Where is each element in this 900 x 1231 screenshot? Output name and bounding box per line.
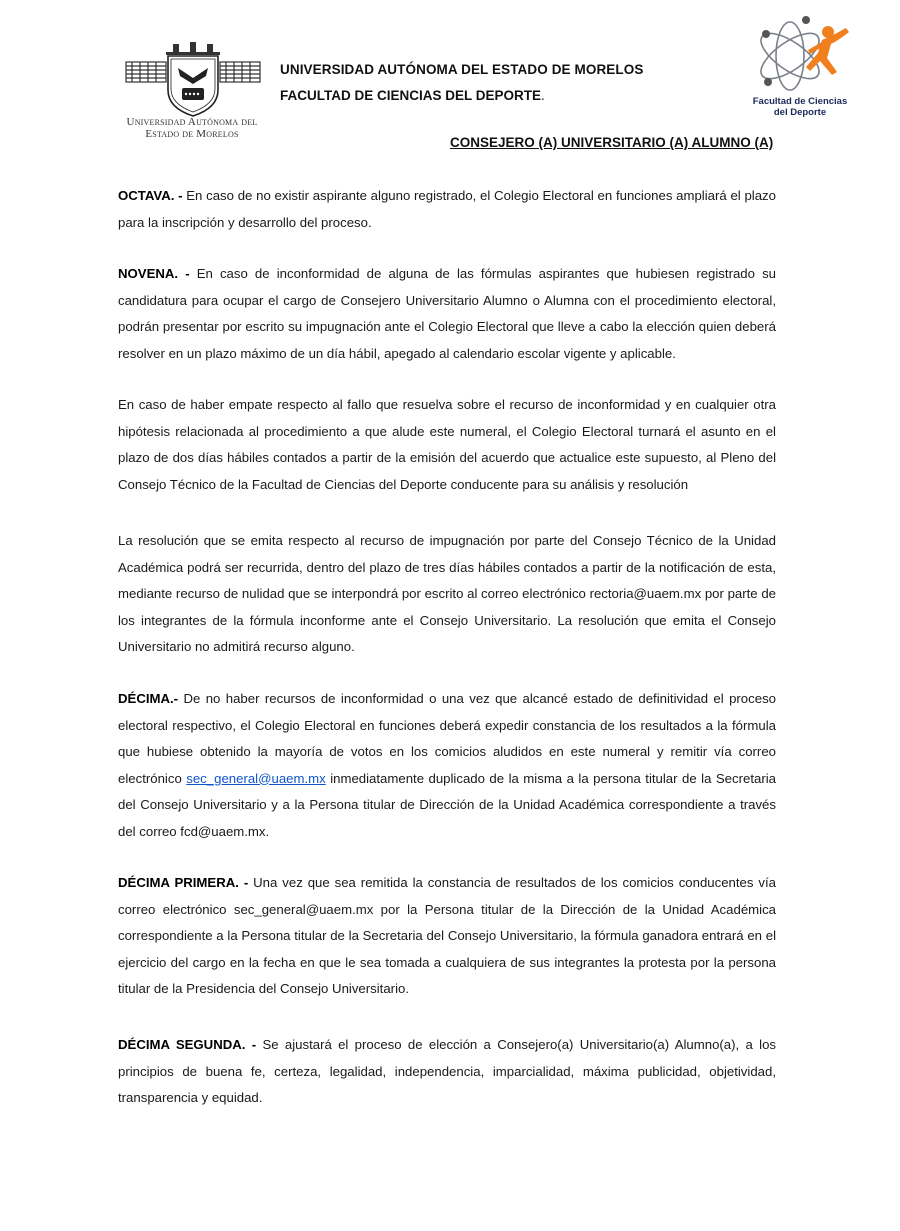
faculty-logo [748, 12, 858, 92]
faculty-logo-name-line2: del Deporte [773, 106, 827, 118]
clause-decima-segunda-text: Se ajustará el proceso de elección a Consejero(a) Universitario(a) Alumno(a), a los principios de buena fe, certeza, legalidad, independencia, imparcialidad, máxima publicidad, objetividad, transparencia y equidad. [118, 1037, 776, 1105]
sec-general-email-link[interactable]: sec_general@uaem.mx [186, 770, 326, 786]
clause-decima-text-after: inmediatamente duplicado de la misma a la persona titular de la Secretaria del Consejo Universitario y a la Persona titular de Dirección de la Unidad Académica correspondiente a través del correo fcd@uaem.mx. [118, 770, 776, 839]
clause-decima-primera-label: DÉCIMA PRIMERA. - [118, 875, 249, 890]
faculty-title [280, 88, 545, 103]
clause-octava-text: En caso de no existir aspirante alguno registrado, el Colegio Electoral en funciones ampliará el plazo para la inscripción y desarrollo del proceso. [118, 188, 776, 230]
university-seal-icon [118, 40, 268, 120]
clause-decima-primera-text: Una vez que sea remitida la constancia de resultados de los comicios conducentes vía correo electrónico sec_general@uaem.mx por la Persona titular de la Dirección de la Unidad Académica correspondiente a la Persona titular de la Secretaria del Consejo Universitario, la fórmula ganadora entrará en el ejercicio del cargo en la fecha en que le sea tomada a cualquiera de sus integrantes la protesta por la persona titular de la Presidencia del Consejo Universitario. [118, 875, 776, 996]
clause-decima [118, 686, 776, 845]
paragraph-empate [118, 392, 776, 498]
clause-decima-label: DÉCIMA.- [118, 691, 179, 706]
clause-novena [118, 261, 776, 367]
university-title: UNIVERSIDAD AUTÓNOMA DEL ESTADO DE MORELOS [280, 62, 644, 77]
clause-novena-text: En caso de inconformidad de alguna de las fórmulas aspirantes que hubiesen registrado su candidatura para ocupar el cargo de Consejero Universitario Alumno o Alumna con el procedimiento electoral, podrán presentar por escrito su impugnación ante el Colegio Electoral que lleve a cabo la elección quien deberá resolver en un plazo máximo de un día hábil, apegado al calendario escolar vigente y aplicable. [118, 266, 777, 361]
faculty-title-text: FACULTAD DE CIENCIAS DEL DEPORTE [280, 88, 542, 103]
document-heading: CONSEJERO (A) UNIVERSITARIO (A) ALUMNO (A) [450, 135, 774, 150]
paragraph-resolucion-text: La resolución que se emita respecto al recurso de impugnación por parte del Consejo Técnico de la Unidad Académica podrá ser recurrida, dentro del plazo de tres días hábiles contados a partir de la notificación de esta, mediante recurso de nulidad que se interpondrá por escrito al correo electrónico rectoria@uaem.mx por parte de los integrantes de la fórmula inconforme ante el Consejo Universitario. La resolución que emita el Consejo Universitario no admitirá recurso alguno. [118, 533, 776, 654]
clause-octava-label: OCTAVA. - [118, 188, 183, 203]
university-seal-name [112, 116, 272, 140]
faculty-title-suffix: . [541, 88, 545, 103]
clause-decima-segunda-label: DÉCIMA SEGUNDA. - [118, 1037, 257, 1052]
paragraph-empate-text: En caso de haber empate respecto al fallo que resuelva sobre el recurso de inconformidad y en cualquier otra hipótesis relacionada al procedimiento a que alude este numeral, el Colegio Electoral turnará el asunto en el plazo de dos días hábiles contados a partir de la emisión del acuerdo que actualice este supuesto, al Pleno del Consejo Técnico de la Facultad de Ciencias del Deporte conducente para su análisis y resolución [118, 397, 776, 492]
faculty-logo-name [740, 97, 860, 118]
clause-decima-primera [118, 870, 776, 1003]
clause-novena-label: NOVENA. - [118, 266, 190, 281]
university-seal-name-line1: Universidad Autónoma del [126, 116, 258, 128]
clause-octava [118, 183, 776, 236]
clause-decima-segunda [118, 1032, 776, 1112]
clause-decima-text-before: De no haber recursos de inconformidad o una vez que alcancé estado de definitividad el proceso electoral respectivo, el Colegio Electoral en funciones deberá expedir constancia de los resultados a la fórmula que hubiese obtenido la mayoría de votos en los comicios aludidos en este numeral y remitir vía correo electrónico [118, 691, 776, 786]
paragraph-resolucion [118, 528, 776, 661]
university-seal-name-line2: Estado de Morelos [145, 128, 239, 140]
faculty-atom-athlete-icon [748, 12, 858, 96]
faculty-logo-name-line1: Facultad de Ciencias [752, 96, 848, 107]
